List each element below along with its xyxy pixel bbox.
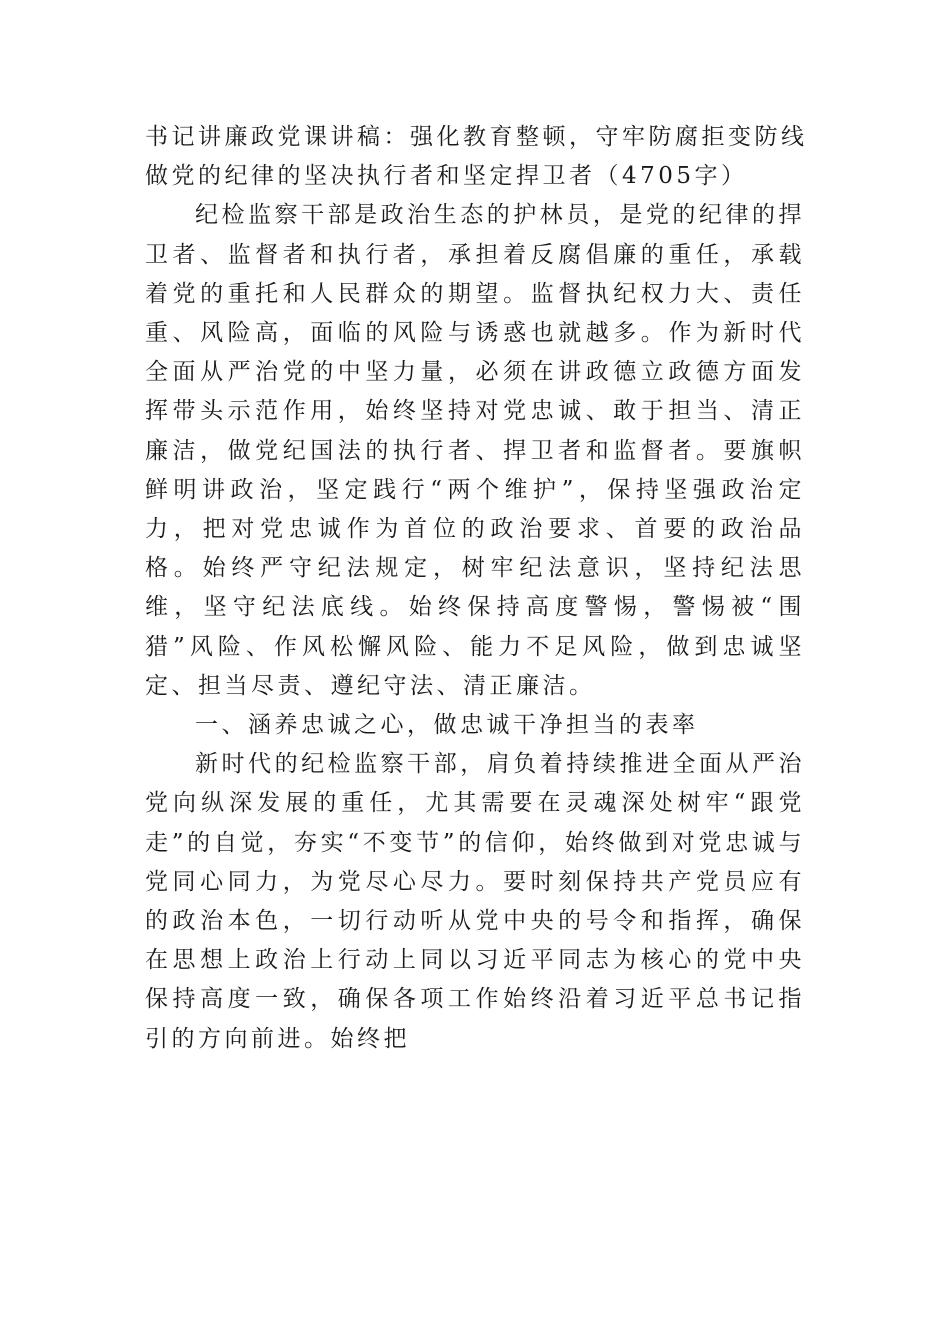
- document-body: [145, 118, 808, 1059]
- paragraph-section-1: 新时代的纪检监察干部，肩负着持续推进全面从严治党向纵深发展的重任，尤其需要在灵魂深处树牢“跟党走”的自觉，夯实“不变节”的信仰，始终做到对党忠诚与党同心同力，为党尽心尽力。要时刻保持共产党员应有的政治本色，一切行动听从党中央的号令和指挥，确保在思想上政治上行动上同以习近平同志为核心的党中央保持高度一致，确保各项工作始终沿着习近平总书记指引的方向前进。始终把: [145, 751, 805, 1052]
- title-line-1: 书记讲廉政党课讲稿：强化教育整顿，守牢防腐拒变防线: [145, 124, 808, 150]
- title-line-2: 做党的纪律的坚决执行者和坚定捍卫者（4705字）: [145, 163, 748, 190]
- paragraph-intro: 纪检监察干部是政治生态的护林员，是党的纪律的捍卫者、监督者和执行者，承担着反腐倡廉的重任，承载着党的重托和人民群众的期望。监督执纪权力大、责任重、风险高，面临的风险与诱惑也就越多。作为新时代全面从严治党的中坚力量，必须在讲政德立政德方面发挥带头示范作用，始终坚持对党忠诚、敢于担当、清正廉洁，做党纪国法的执行者、捍卫者和监督者。要旗帜鲜明讲政治，坚定践行“两个维护”，保持坚强政治定力，把对党忠诚作为首位的政治要求、首要的政治品格。始终严守纪法规定，树牢纪法意识，坚持纪法思维，坚守纪法底线。始终保持高度警惕，警惕被“围猎”风险、作风松懈风险、能力不足风险，做到忠诚坚定、担当尽责、遵纪守法、清正廉洁。: [145, 202, 805, 699]
- section-heading-1: 一、涵养忠诚之心，做忠诚干净担当的表率: [195, 712, 699, 739]
